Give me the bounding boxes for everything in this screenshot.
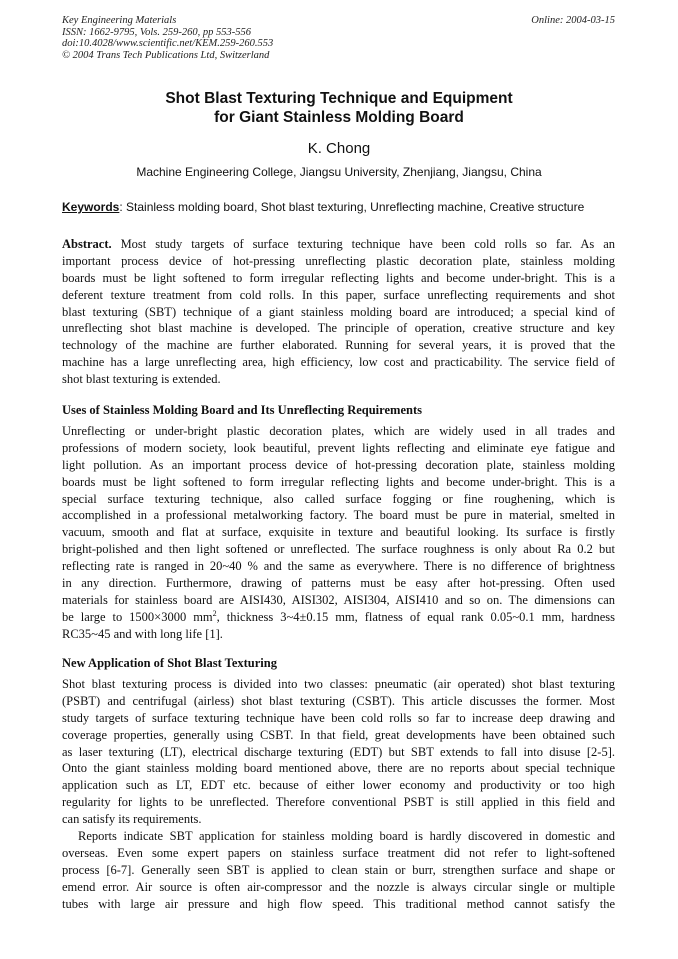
abstract-line: unreflecting shot blast machine is developed. The principle of operation, creative structure and key	[62, 321, 615, 336]
keywords-text: : Stainless molding board, Shot blast texturing, Unreflecting machine, Creative structure	[119, 200, 585, 214]
abstract-line: Abstract. Most study targets of surface texturing technique have been cold rolls so far. As an	[62, 237, 615, 251]
body-line: boards must be light softened to form irregular reflecting lights and become under-bright. This is a	[62, 474, 615, 489]
abstract	[62, 236, 615, 388]
section-heading-new-application: New Application of Shot Blast Texturing	[62, 656, 277, 670]
doi-line[interactable]: doi:10.4028/www.scientific.net/KEM.259-260.553	[62, 38, 274, 49]
abstract-label: Abstract.	[62, 237, 112, 251]
body-line: emend error. Air source is often air-compressor and the nozzle is always circular single or multiple	[62, 879, 615, 894]
keywords-label: Keywords	[62, 200, 120, 214]
section-new-application-paragraph	[62, 676, 615, 912]
body-line: bright-polished and then light softened or unreflected. The surface roughness is only about Ra 0.2 but	[62, 542, 615, 557]
body-line: light pollution. As an important process device of hot-pressing decoration plate, stainless molding	[62, 457, 615, 472]
body-line: materials for stainless board are AISI430, AISI302, AISI304, AISI410 and so on. The dimensions can	[62, 592, 615, 607]
issn-line: ISSN: 1662-9795, Vols. 259-260, pp 553-556	[62, 26, 251, 38]
body-line: application such as LT, EDT etc. because of either lower economy and productivity or too high	[62, 778, 615, 793]
abstract-line: technology of the machine are further elaborated. Running for several years, it is proved that the	[62, 338, 615, 353]
section-heading-uses: Uses of Stainless Molding Board and Its Unreflecting Requirements	[62, 403, 422, 417]
body-line: as laser texturing (LT), electrical discharge texturing (EDT) but SBT extends to fall into disuse [2-5].	[62, 744, 615, 759]
body-line: overseas. Even some expert papers on stainless surface treatment did not refer to light-softened	[62, 845, 615, 860]
keywords	[62, 200, 622, 215]
copyright-line: © 2004 Trans Tech Publications Ltd, Switzerland	[62, 49, 270, 61]
body-line: (PSBT) and centrifugal (airless) shot blast texturing (CSBT). This article discusses the former. Most	[62, 693, 615, 708]
body-line: special surface texturing technique, also called surface fogging or fine roughening, which is	[62, 491, 615, 506]
body-line: Unreflecting or under-bright plastic decoration plates, which are widely used in all trades and	[62, 424, 615, 438]
abstract-line: machine has a large unreflecting area, high efficiency, low cost and practicability. The service field of	[62, 355, 615, 370]
abstract-line: blast texturing (SBT) technique of a giant stainless molding board are introduced; a special kind of	[62, 304, 615, 319]
paper-title-line-1: Shot Blast Texturing Technique and Equipment	[165, 90, 513, 107]
body-line: accomplished in a professional metalworking factory. The board must be pure in material, smelted in	[62, 508, 615, 523]
journal-name: Key Engineering Materials	[62, 15, 177, 26]
body-line: reflecting rate is ranged in 20~40 % and the same as everywhere. There is no difference of brightness	[62, 559, 615, 574]
body-line: RC35~45 and with long life [1].	[62, 626, 223, 641]
body-line: vacuum, smooth and flat at surface, exquisite in texture and beautiful looking. Its surface is firstly	[62, 525, 615, 540]
body-line: Reports indicate SBT application for stainless molding board is hardly discovered in domestic and	[78, 829, 615, 844]
body-line: Shot blast texturing process is divided into two classes: pneumatic (air operated) shot blast texturing	[62, 677, 615, 691]
author-affiliation: Machine Engineering College, Jiangsu University, Zhenjiang, Jiangsu, China	[136, 165, 542, 179]
body-line: professions of modern society, look beautiful, prevent lights reflecting and eliminate eye fatigue and	[62, 440, 615, 455]
section-uses-paragraph	[62, 423, 615, 643]
body-line: Onto the giant stainless molding board mentioned above, there are no reports about special technique	[62, 761, 615, 776]
abstract-line: important process device of hot-pressing unreflecting plastic decoration plate, stainless molding	[62, 253, 615, 268]
abstract-line: deferent texture treatment from cold rolls. In this paper, surface unreflecting requirements and shot	[62, 287, 615, 302]
body-line: process [6-7]. Generally seen SBT is applied to clean stain or burr, strengthen surface and shape or	[62, 862, 615, 877]
abstract-line: boards must be light softened to form irregular reflecting lights and become under-bright. This is a	[62, 270, 615, 285]
author-name: K. Chong	[307, 140, 371, 157]
body-line: regularity for lights to be unreflected. Therefore conventional PSBT is still applied in this field and	[62, 795, 615, 810]
abstract-line: shot blast texturing is extended.	[62, 372, 221, 387]
body-line: study targets of surface texturing technique have been cold rolls so far to increase deep drawing and	[62, 710, 615, 725]
online-date: Online: 2004-03-15	[531, 15, 615, 26]
body-line: coverage properties, generally using CSBT. In that field, great developments have been obtained such	[62, 727, 615, 742]
body-line: in any direction. Furthermore, drawing of patterns must be easy after hot-pressing. Often used	[62, 576, 615, 591]
body-line: tubes with large air pressure and high flow speed. This traditional method cannot satisfy the	[62, 896, 615, 911]
paper-title-line-2: for Giant Stainless Molding Board	[214, 109, 464, 126]
body-line: can satisfy its requirements.	[62, 812, 202, 827]
journal-header	[62, 15, 615, 61]
superscript: 2	[212, 608, 217, 618]
body-line-dimensions: be large to 1500×3000 $mm^2$, thickness 3~4±0.15 mm, flatness of equal rank 0.05~0.1 mm, hardness	[62, 608, 615, 624]
